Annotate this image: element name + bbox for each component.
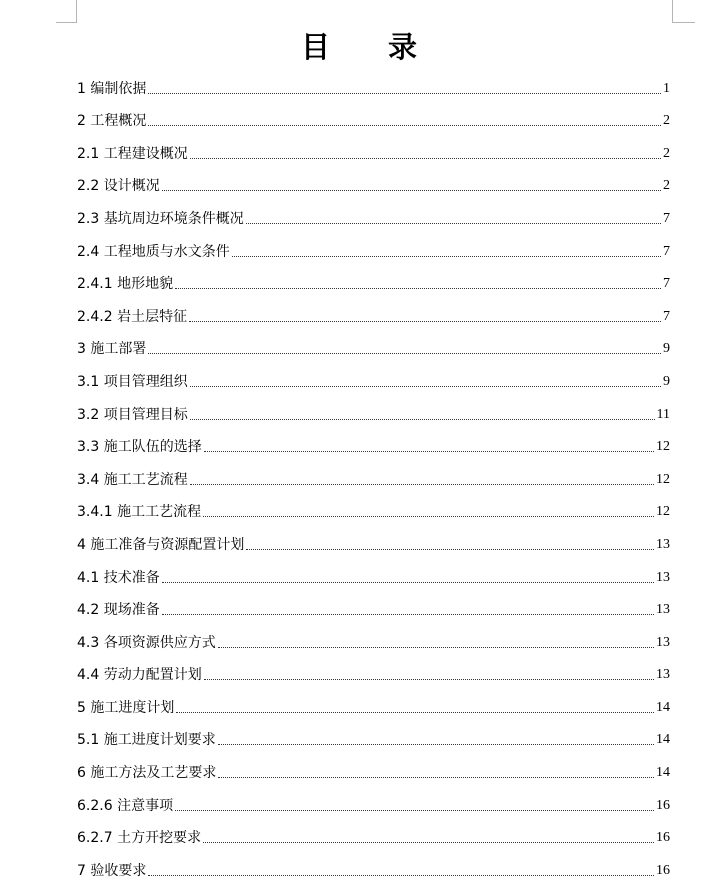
- toc-dot-leader: [148, 874, 654, 876]
- toc-entry-page-number: 12: [656, 439, 670, 455]
- toc-dot-leader: [162, 581, 654, 583]
- toc-entry-label: 2.4.1 地形地貌: [77, 276, 174, 293]
- toc-entry-page-number: 14: [656, 765, 670, 781]
- toc-entry-page-number: 7: [663, 243, 670, 259]
- toc-dot-leader: [218, 776, 654, 778]
- toc-entry-page-number: 2: [663, 113, 670, 129]
- toc-entry-page-number: 13: [656, 667, 670, 683]
- toc-entry[interactable]: [77, 656, 670, 689]
- toc-entry-label: 6.2.7 土方开挖要求: [77, 830, 202, 847]
- toc-entry[interactable]: [77, 428, 670, 461]
- toc-entry-page-number: 16: [656, 830, 670, 846]
- toc-entry-label: 1 编制依据: [77, 80, 147, 97]
- toc-entry-label: 4.1 技术准备: [77, 569, 160, 586]
- toc-dot-leader: [246, 222, 661, 224]
- toc-dot-leader: [190, 418, 655, 420]
- toc-entry-page-number: 12: [656, 471, 670, 487]
- toc-entry-page-number: 2: [663, 178, 670, 194]
- toc-entry[interactable]: [77, 623, 670, 656]
- toc-entry-label: 5.1 施工进度计划要求: [77, 732, 216, 749]
- toc-entry-label: 4 施工准备与资源配置计划: [77, 536, 245, 553]
- toc-entry-label: 3.4 施工工艺流程: [77, 471, 188, 488]
- toc-dot-leader: [218, 646, 654, 648]
- toc-entry[interactable]: [77, 330, 670, 363]
- crop-mark-top-left: [56, 0, 77, 23]
- toc-entry[interactable]: [77, 265, 670, 298]
- toc-entry[interactable]: [77, 395, 670, 428]
- toc-entry[interactable]: [77, 786, 670, 819]
- toc-entry-label: 2.4.2 岩土层特征: [77, 308, 188, 325]
- toc-entry[interactable]: [77, 460, 670, 493]
- toc-dot-leader: [203, 515, 654, 517]
- toc-dot-leader: [162, 189, 661, 191]
- toc-entry-label: 2 工程概况: [77, 113, 147, 130]
- toc-entry-page-number: 2: [663, 145, 670, 161]
- toc-dot-leader: [148, 92, 661, 94]
- toc-entry-label: 4.3 各项资源供应方式: [77, 634, 216, 651]
- toc-dot-leader: [148, 352, 661, 354]
- toc-entry-page-number: 7: [663, 210, 670, 226]
- toc-entry-page-number: 16: [656, 862, 670, 878]
- toc-entry-label: 7 验收要求: [77, 862, 147, 879]
- toc-dot-leader: [204, 678, 654, 680]
- page-title: 目 录: [300, 30, 442, 64]
- crop-mark-top-right: [672, 0, 695, 23]
- toc-entry-page-number: 13: [656, 536, 670, 552]
- toc-entry[interactable]: [77, 721, 670, 754]
- toc-entry-label: 6 施工方法及工艺要求: [77, 765, 217, 782]
- toc-dot-leader: [162, 613, 654, 615]
- toc-dot-leader: [190, 385, 661, 387]
- toc-entry[interactable]: [77, 753, 670, 786]
- toc-entry-label: 3.2 项目管理目标: [77, 406, 188, 423]
- toc-entry[interactable]: [77, 102, 670, 135]
- toc-entry-label: 5 施工进度计划: [77, 699, 175, 716]
- toc-entry[interactable]: [77, 819, 670, 852]
- toc-dot-leader: [218, 743, 654, 745]
- toc-entry-page-number: 9: [663, 341, 670, 357]
- toc-entry-label: 4.2 现场准备: [77, 602, 160, 619]
- toc-entry-label: 2.1 工程建设概况: [77, 145, 188, 162]
- toc-dot-leader: [190, 483, 654, 485]
- toc-dot-leader: [232, 255, 661, 257]
- toc-entry[interactable]: [77, 851, 670, 884]
- toc-entry[interactable]: [77, 167, 670, 200]
- toc-dot-leader: [190, 157, 661, 159]
- toc-dot-leader: [189, 320, 661, 322]
- toc-dot-leader: [246, 548, 654, 550]
- toc-entry[interactable]: [77, 297, 670, 330]
- toc-entry-page-number: 13: [656, 634, 670, 650]
- toc-entry[interactable]: [77, 558, 670, 591]
- toc-entry-page-number: 1: [663, 80, 670, 96]
- toc-entry-page-number: 14: [656, 699, 670, 715]
- toc-entry[interactable]: [77, 134, 670, 167]
- toc-dot-leader: [148, 124, 661, 126]
- toc-entry-page-number: 14: [656, 732, 670, 748]
- toc-entry-page-number: 9: [663, 373, 670, 389]
- toc-dot-leader: [203, 841, 654, 843]
- toc-entry-page-number: 12: [656, 504, 670, 520]
- toc-dot-leader: [175, 809, 654, 811]
- toc-entry-label: 4.4 劳动力配置计划: [77, 667, 202, 684]
- toc-entry[interactable]: [77, 688, 670, 721]
- toc-entry-label: 3 施工部署: [77, 341, 147, 358]
- toc-entry-label: 2.4 工程地质与水文条件: [77, 243, 230, 260]
- toc-dot-leader: [175, 287, 661, 289]
- toc-dot-leader: [176, 711, 654, 713]
- toc-dot-leader: [204, 450, 654, 452]
- toc-entry[interactable]: [77, 232, 670, 265]
- toc-entry-label: 3.4.1 施工工艺流程: [77, 504, 202, 521]
- toc-entry-page-number: 11: [656, 406, 670, 422]
- toc-entry-label: 6.2.6 注意事项: [77, 797, 174, 814]
- toc-entry[interactable]: [77, 199, 670, 232]
- toc-entry[interactable]: [77, 525, 670, 558]
- toc-entry-page-number: 16: [656, 797, 670, 813]
- toc-entry[interactable]: [77, 69, 670, 102]
- toc-entry[interactable]: [77, 591, 670, 624]
- toc-entry-page-number: 7: [663, 308, 670, 324]
- toc-entry-label: 2.3 基坑周边环境条件概况: [77, 210, 244, 227]
- toc-entry[interactable]: [77, 362, 670, 395]
- toc-entry-page-number: 13: [656, 569, 670, 585]
- toc-entry-page-number: 7: [663, 276, 670, 292]
- table-of-contents: [77, 69, 670, 884]
- toc-entry-label: 3.1 项目管理组织: [77, 373, 188, 390]
- toc-entry-label: 3.3 施工队伍的选择: [77, 439, 202, 456]
- toc-entry-page-number: 13: [656, 602, 670, 618]
- toc-entry[interactable]: [77, 493, 670, 526]
- toc-entry-label: 2.2 设计概况: [77, 178, 160, 195]
